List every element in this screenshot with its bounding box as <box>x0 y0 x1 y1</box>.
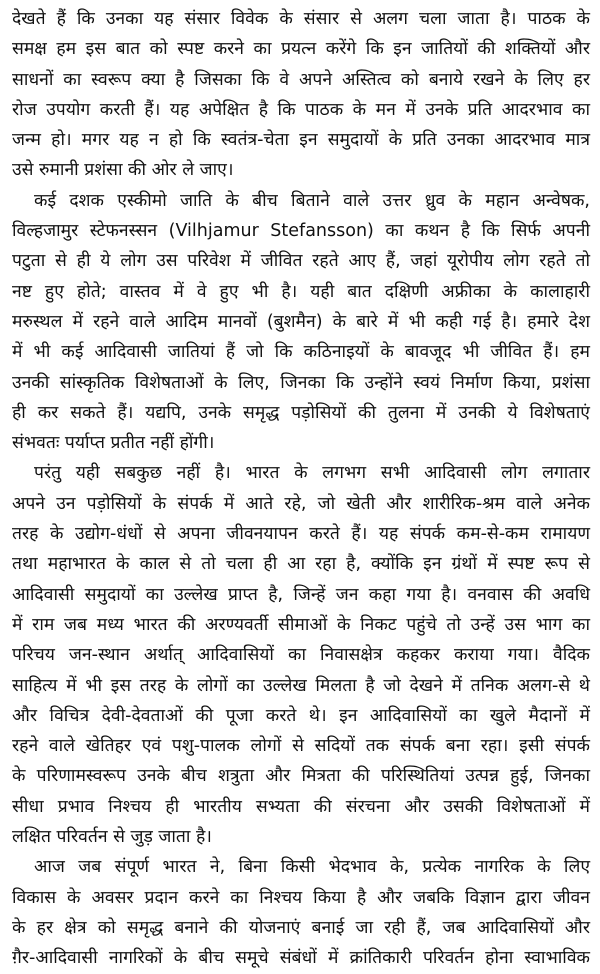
text-line: सीधा प्रभाव निश्चय ही भारतीय सभ्यता की संरचना और उसकी विशेषताओं में <box>12 796 590 817</box>
text-line: अपने उन पड़ोसियों के संपर्क में आते रहे, जो खेती और शारीरिक-श्रम वाले अनेक <box>12 493 590 514</box>
text-line: में भी कई आदिवासी जातियां हैं जो कि कठिनाइयों के बावजूद भी जीवित हैं। हम <box>12 342 590 363</box>
text-line: रहने वाले खेतिहर एवं पशु-पालक लोगों से सदियों तक संपर्क बना रहा। इसी संपर्क <box>12 736 590 757</box>
text-line: परिचय जन-स्थान अर्थात् आदिवासियों का निवासक्षेत्र कहकर कराया गया। वैदिक <box>12 645 590 666</box>
text-line: परंतु यही सबकुछ नहीं है। भारत के लगभग सभी आदिवासी लोग लगातार <box>34 463 590 484</box>
text-line: के परिणामस्वरूप उनके बीच शत्रुता और मित्रता की परिस्थितियां उत्पन्न हुई, जिनका <box>12 766 590 787</box>
paragraph <box>12 458 590 852</box>
text-line: तरह के उद्योग-धंधों से अपना जीवनयापन करते हैं। यह संपर्क कम-से-कम रामायण <box>12 524 590 545</box>
text-line: आदिवासी समुदायों का उल्लेख प्राप्त है, जिन्हें जन कहा गया है। वनवास की अवधि <box>12 584 590 605</box>
text-line: जन्म हो। मगर यह न हो कि स्वतंत्र-चेता इन समुदायों के प्रति उनका आदरभाव मात्र <box>12 130 590 151</box>
text-line: कई दशक एस्कीमो जाति के बीच बिताने वाले उत्तर ध्रुव के महान अन्वेषक, <box>34 190 590 211</box>
text-line: समक्ष हम इस बात को स्पष्ट करने का प्रयत्न करेंगे कि इन जातियों की शक्तियों और <box>12 39 590 60</box>
text-line: उनकी सांस्कृतिक विशेषताओं के लिए, जिनका कि उन्होंने स्वयं निर्माण किया, प्रशंसा <box>12 372 590 393</box>
text-line: पटुता से ही ये लोग उस परिवेश में जीवित रहते आए हैं, जहां यूरोपीय लोग रहते तो <box>12 251 590 272</box>
document-page <box>12 4 590 974</box>
text-line: देखते हैं कि उनका यह संसार विवेक के संसार से अलग चला जाता है। पाठक के <box>12 9 590 29</box>
text-line: विकास के अवसर प्रदान करने का निश्चय किया है और जबकि विज्ञान द्वारा जीवन <box>12 887 590 908</box>
text-line: आज जब संपूर्ण भारत ने, बिना किसी भेदभाव के, प्रत्येक नागरिक के लिए <box>34 857 590 878</box>
paragraph <box>12 852 590 973</box>
text-line: के हर क्षेत्र को समृद्ध बनाने की योजनाएं बनाई जा रही हैं, जब आदिवासियों और <box>12 917 590 938</box>
text-line: और विचित्र देवी-देवताओं की पूजा करते थे। इन आदिवासियों का खुले मैदानों में <box>12 705 590 726</box>
text-line: लक्षित परिवर्तन से जुड़ जाता है। <box>12 827 212 848</box>
text-line: तथा महाभारत के काल से तो चला ही आ रहा है, क्योंकि इन ग्रंथों में स्पष्ट रूप से <box>12 554 590 575</box>
text-line: रोज उपयोग करती हैं। यह अपेक्षित है कि पाठक के मन में उनके प्रति आदरभाव का <box>12 99 590 120</box>
text-line: मरुस्थल में रहने वाले आदिम मानवों (बुशमैन) के बारे में भी कही गई है। हमारे देश <box>12 311 590 332</box>
text-line: साहित्य में भी इस तरह के लोगों का उल्लेख मिलता है जो देखने में तनिक अलग-से थे <box>12 675 590 696</box>
paragraph <box>12 186 590 459</box>
text-line: विल्हजामुर स्टेफनस्सन (Vilhjamur Stefansson) का कथन है कि सिर्फ अपनी <box>12 221 590 242</box>
text-line: ग़ैर-आदिवासी नागरिकों के बीच समूचे संबंधों में क्रांतिकारी परिवर्तन होना स्वाभाविक <box>12 948 590 969</box>
text-line: संभवतः पर्याप्त प्रतीत नहीं होंगी। <box>12 433 215 454</box>
text-line: उसे रुमानी प्रशंसा की ओर ले जाए। <box>12 160 234 181</box>
text-line: नष्ट हुए होते; वास्तव में वे हुए भी है। यही बात दक्षिणी अफ्रीका के कालाहारी <box>12 281 590 302</box>
text-line: में राम जब मध्य भारत की अरण्यवर्ती सीमाओं के निकट पहुंचे तो उन्हें उस भाग का <box>12 614 590 635</box>
text-line: ही कर सकते हैं। यद्यपि, उनके समृद्ध पड़ोसियों की तुलना में उनकी ये विशेषताएं <box>12 402 590 423</box>
paragraph <box>12 4 590 186</box>
text-line: साधनों का स्वरूप क्या है जिसका कि वे अपने अस्तित्व को बनाये रखने के लिए हर <box>12 69 590 90</box>
